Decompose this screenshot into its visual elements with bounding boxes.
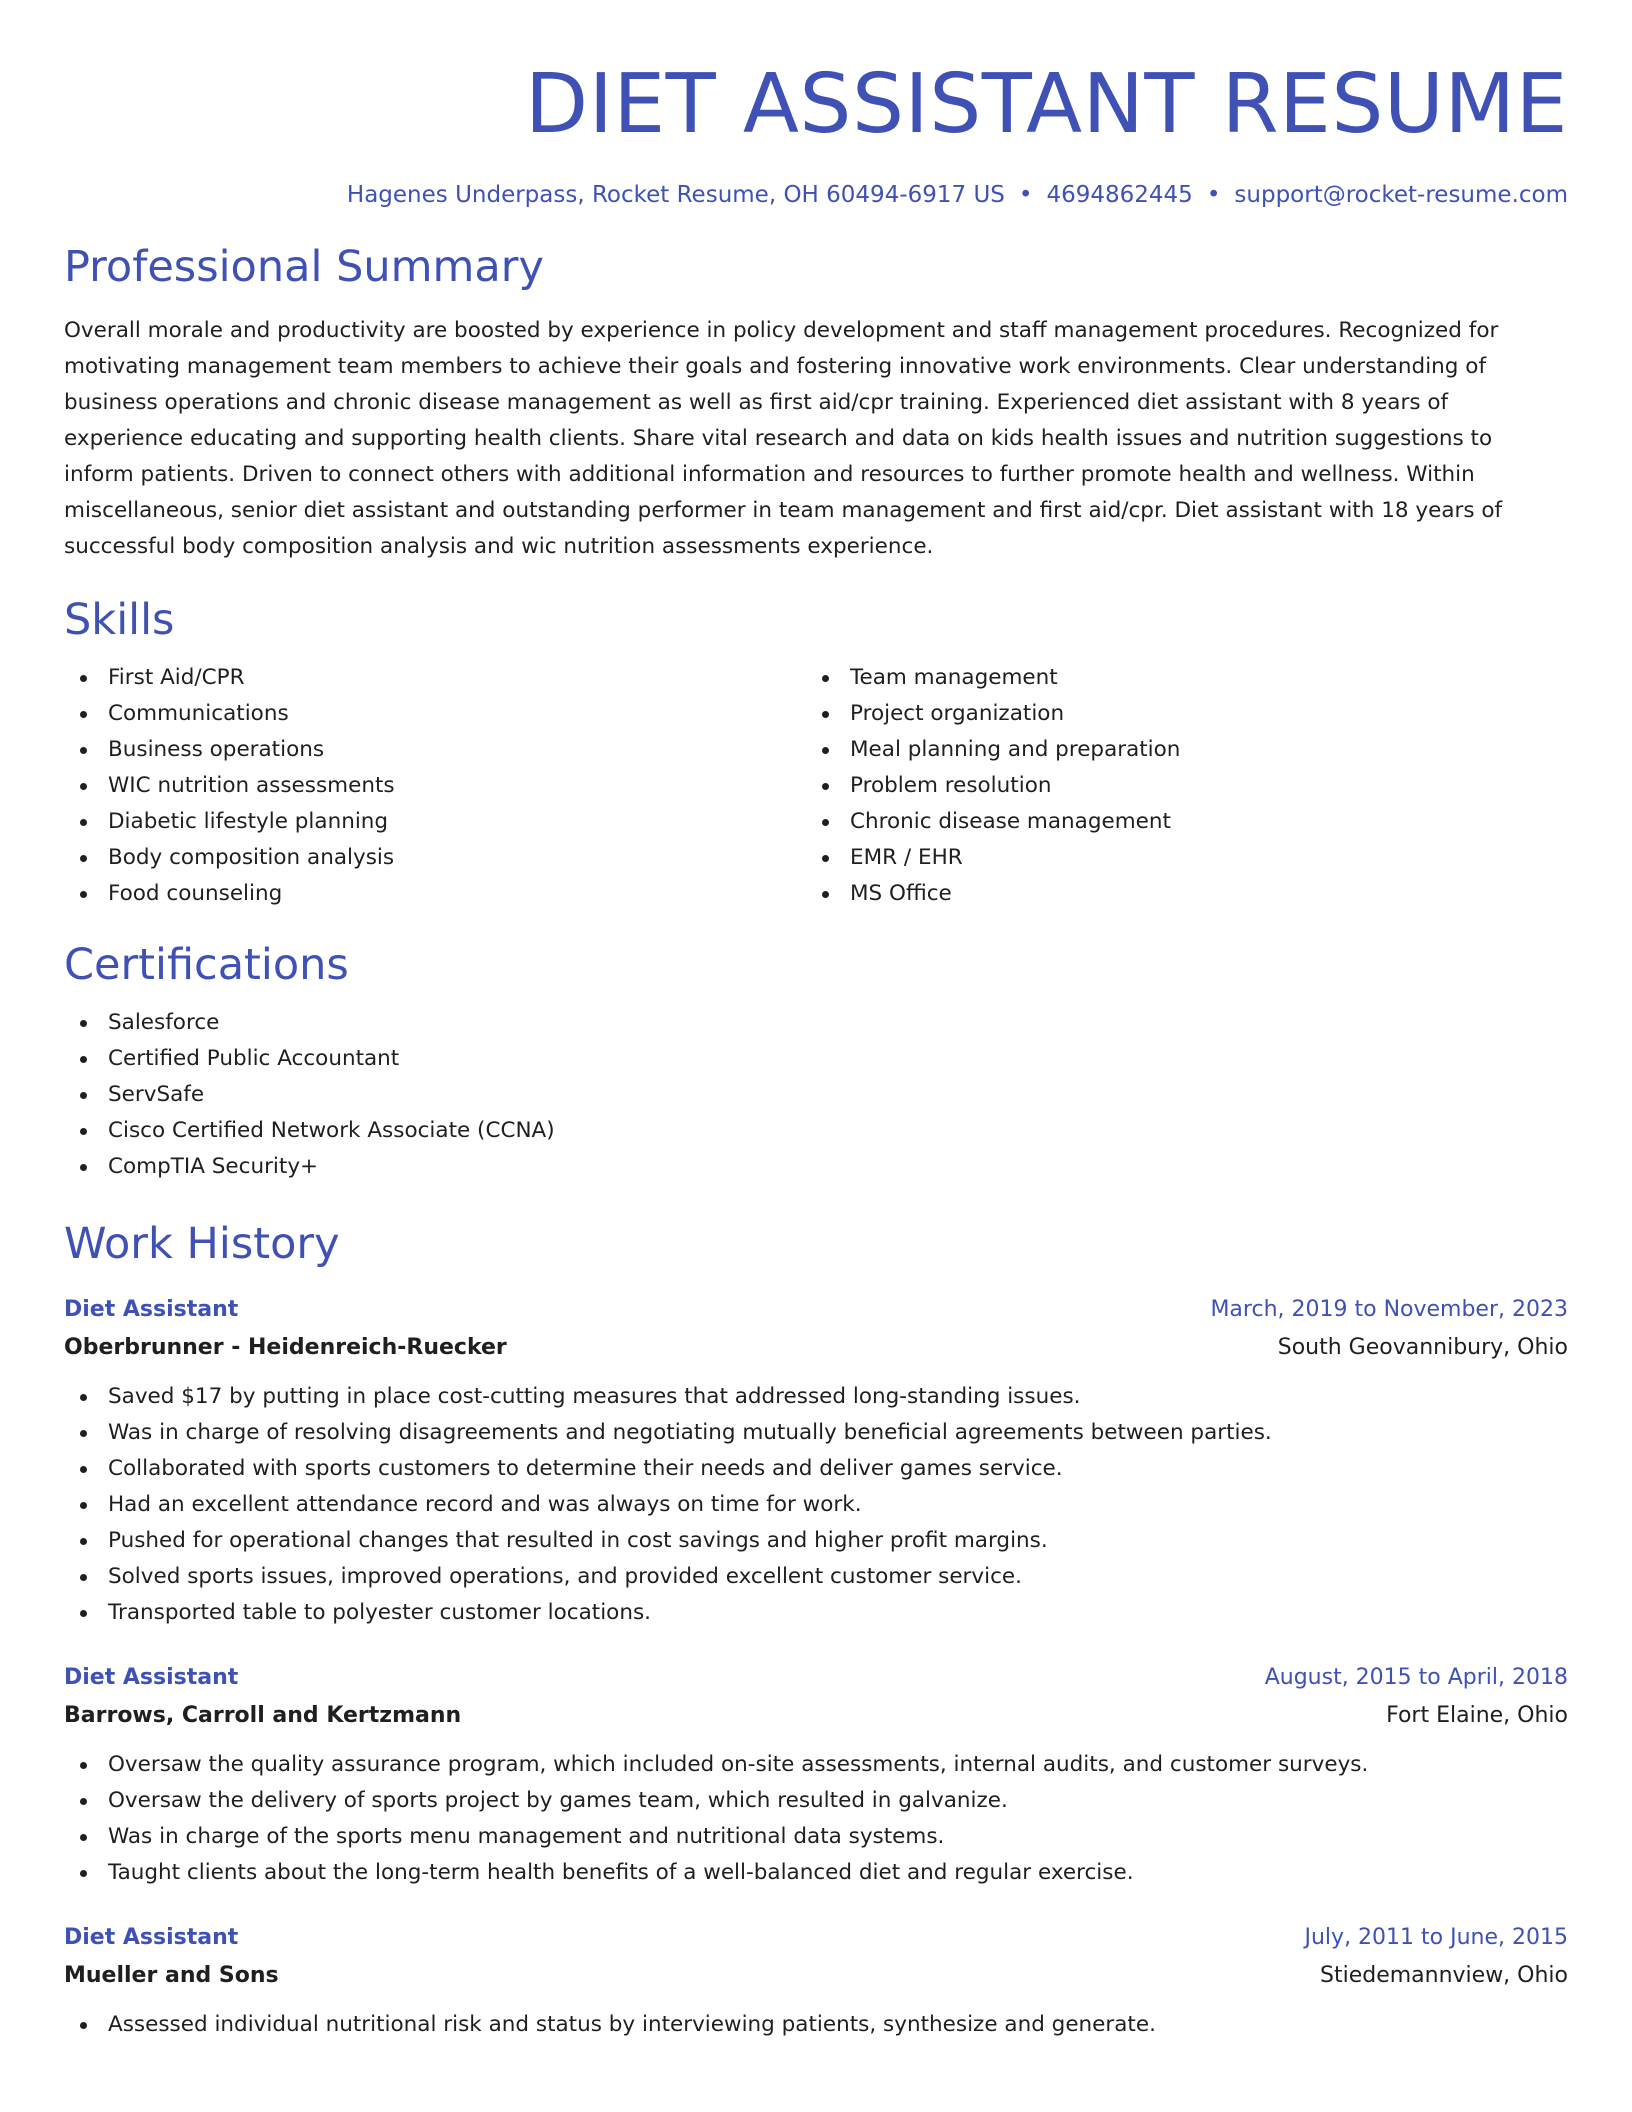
job-bullet: Transported table to polyester customer locations. bbox=[64, 1595, 1568, 1631]
job-bullet: Was in charge of resolving disagreements and negotiating mutually beneficial agreements between parties. bbox=[64, 1415, 1568, 1451]
job-title: Diet Assistant bbox=[64, 1664, 239, 1690]
certifications-list bbox=[64, 1005, 1568, 1185]
job-bullet: Collaborated with sports customers to determine their needs and deliver games service. bbox=[64, 1451, 1568, 1487]
skill-item: MS Office bbox=[806, 876, 1548, 912]
job-bullet: Had an excellent attendance record and was always on time for work. bbox=[64, 1487, 1568, 1523]
job-entry bbox=[64, 1661, 1568, 1891]
contact-separator: • bbox=[1206, 182, 1221, 208]
skills-column-left bbox=[64, 660, 806, 912]
job-bullet: Oversaw the delivery of sports project by games team, which resulted in galvanize. bbox=[64, 1783, 1568, 1819]
skill-item: Communications bbox=[64, 696, 806, 732]
skills-heading: Skills bbox=[64, 594, 175, 645]
job-bullet: Taught clients about the long-term health benefits of a well-balanced diet and regular exercise. bbox=[64, 1855, 1568, 1891]
job-title: Diet Assistant bbox=[64, 1924, 239, 1950]
skills-list-left bbox=[64, 660, 806, 912]
job-bullet: Solved sports issues, improved operations, and provided excellent customer service. bbox=[64, 1559, 1568, 1595]
job-header-row bbox=[64, 1921, 1568, 1955]
skill-item: Problem resolution bbox=[806, 768, 1548, 804]
skill-item: Project organization bbox=[806, 696, 1548, 732]
job-bullet-list bbox=[64, 1379, 1568, 1631]
skill-item: Chronic disease management bbox=[806, 804, 1548, 840]
job-dates: July, 2011 to June, 2015 bbox=[1304, 1924, 1568, 1950]
contact-line bbox=[64, 182, 1568, 210]
contact-phone: 4694862445 bbox=[1046, 182, 1193, 208]
skill-item: Food counseling bbox=[64, 876, 806, 912]
skill-item: Meal planning and preparation bbox=[806, 732, 1548, 768]
job-company: Oberbrunner - Heidenreich-Ruecker bbox=[64, 1334, 507, 1360]
job-bullet: Pushed for operational changes that resulted in cost savings and higher profit margins. bbox=[64, 1523, 1568, 1559]
skill-item: Body composition analysis bbox=[64, 840, 806, 876]
certifications-heading: Certifications bbox=[64, 940, 349, 991]
job-bullet: Was in charge of the sports menu management and nutritional data systems. bbox=[64, 1819, 1568, 1855]
skill-item: Business operations bbox=[64, 732, 806, 768]
job-dates: August, 2015 to April, 2018 bbox=[1264, 1664, 1568, 1690]
job-company-row bbox=[64, 1955, 1568, 1993]
job-location: Fort Elaine, Ohio bbox=[1386, 1702, 1568, 1728]
job-company: Barrows, Carroll and Kertzmann bbox=[64, 1702, 462, 1728]
job-bullet: Oversaw the quality assurance program, which included on-site assessments, internal audits, and customer surveys. bbox=[64, 1747, 1568, 1783]
skill-item: Diabetic lifestyle planning bbox=[64, 804, 806, 840]
job-company: Mueller and Sons bbox=[64, 1962, 279, 1988]
job-header-row bbox=[64, 1293, 1568, 1327]
skill-item: Team management bbox=[806, 660, 1548, 696]
skills-grid bbox=[64, 660, 1568, 912]
contact-separator: • bbox=[1018, 182, 1033, 208]
job-bullet-list bbox=[64, 1747, 1568, 1891]
certification-item: Cisco Certified Network Associate (CCNA) bbox=[64, 1113, 1568, 1149]
skills-column-right bbox=[806, 660, 1548, 912]
job-bullet: Saved $17 by putting in place cost-cutting measures that addressed long-standing issues. bbox=[64, 1379, 1568, 1415]
job-entry bbox=[64, 1293, 1568, 1631]
skill-item: EMR / EHR bbox=[806, 840, 1548, 876]
resume-title: DIET ASSISTANT RESUME bbox=[525, 57, 1568, 152]
work-history-heading: Work History bbox=[64, 1219, 340, 1270]
job-entry bbox=[64, 1921, 1568, 2043]
certification-item: ServSafe bbox=[64, 1077, 1568, 1113]
job-location: South Geovannibury, Ohio bbox=[1277, 1334, 1568, 1360]
certification-item: CompTIA Security+ bbox=[64, 1149, 1568, 1185]
job-dates: March, 2019 to November, 2023 bbox=[1210, 1296, 1568, 1322]
contact-address: Hagenes Underpass, Rocket Resume, OH 60494-6917 US bbox=[346, 182, 1005, 208]
contact-email[interactable]: support@rocket-resume.com bbox=[1234, 182, 1568, 208]
skill-item: First Aid/CPR bbox=[64, 660, 806, 696]
job-bullet-list bbox=[64, 2007, 1568, 2043]
job-location: Stiedemannview, Ohio bbox=[1319, 1962, 1568, 1988]
job-company-row bbox=[64, 1695, 1568, 1733]
summary-heading: Professional Summary bbox=[64, 241, 544, 292]
certification-item: Salesforce bbox=[64, 1005, 1568, 1041]
job-bullet: Assessed individual nutritional risk and status by interviewing patients, synthesize and generate. bbox=[64, 2007, 1568, 2043]
job-header-row bbox=[64, 1661, 1568, 1695]
skills-list-right bbox=[806, 660, 1548, 912]
certification-item: Certified Public Accountant bbox=[64, 1041, 1568, 1077]
summary-text: Overall morale and productivity are boosted by experience in policy development and staff management procedures. Recognized for motivating management team members to achieve their goals and fostering innovative work environments. Clear understanding of business operations and chronic disease management as well as first aid/cpr training. Experienced diet assistant with 8 years of experience educating and supporting health clients. Share vital research and data on kids health issues and nutrition suggestions to inform patients. Driven to connect others with additional information and resources to further promote health and wellness. Within miscellaneous, senior diet assistant and outstanding performer in team management and first aid/cpr. Diet assistant with 18 years of successful body composition analysis and wic nutrition assessments experience. bbox=[64, 317, 1503, 559]
skill-item: WIC nutrition assessments bbox=[64, 768, 806, 804]
job-company-row bbox=[64, 1327, 1568, 1365]
job-title: Diet Assistant bbox=[64, 1296, 239, 1322]
